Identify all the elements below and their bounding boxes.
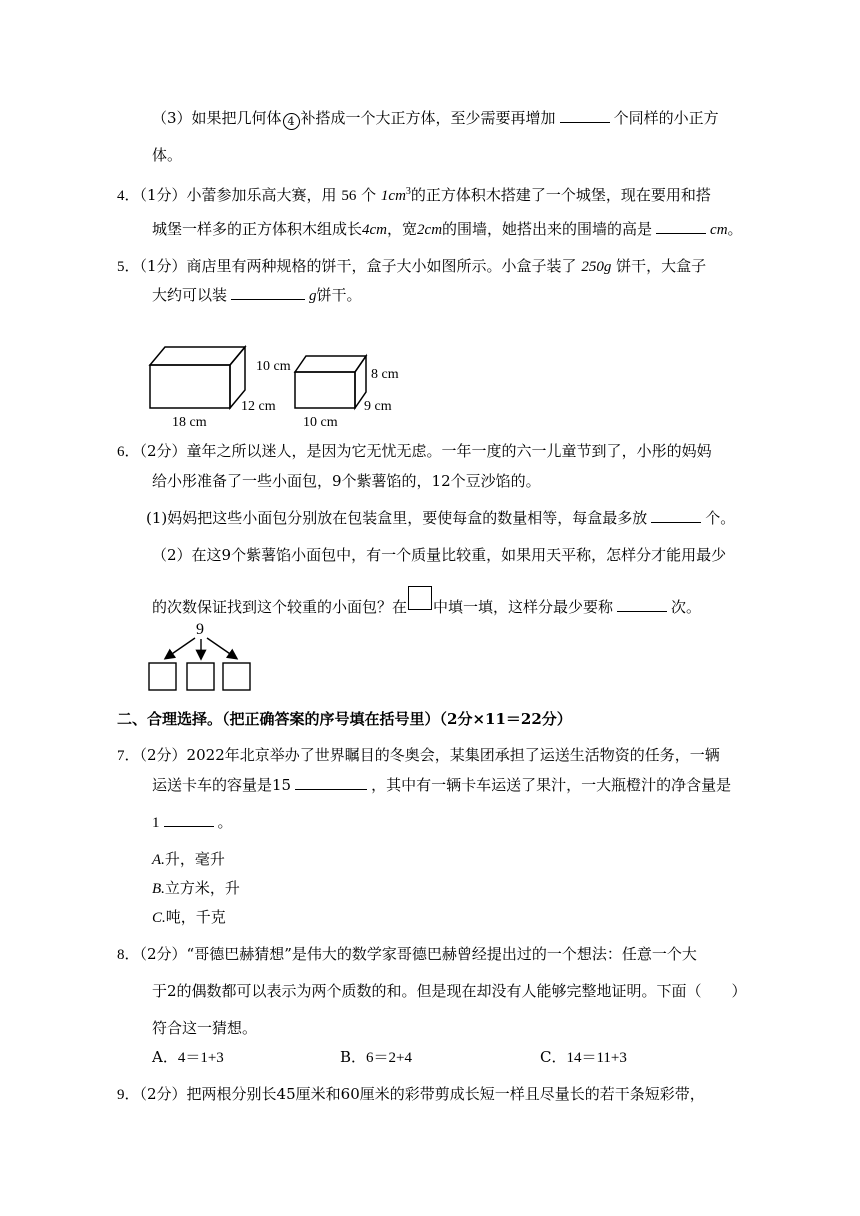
question-number: 6．	[117, 444, 140, 460]
tree-root-number: 9	[196, 621, 204, 638]
big-box-depth-label: 12 cm	[241, 399, 276, 414]
answer-blank[interactable]	[560, 108, 610, 123]
answer-blank[interactable]	[295, 775, 367, 790]
arrow-left-icon	[166, 638, 195, 658]
section-heading: 二、合理选择。（把正确答案的序号填在括号里）（2分×11＝22分）	[117, 710, 572, 728]
split-tree-diagram	[140, 618, 260, 694]
big-box-height-label: 10 cm	[256, 359, 291, 374]
q7-option-c[interactable]: C.吨，千克	[152, 908, 226, 926]
q3-sub3-line2: 体。	[152, 146, 183, 164]
q5-line1: 5．（1分）商店里有两种规格的饼干，盒子大小如图所示。小盒子装了 250g 饼干，大盒子	[117, 257, 707, 275]
answer-blank[interactable]	[231, 285, 305, 300]
fill-in-box-icon	[408, 586, 432, 610]
tree-box-1	[149, 663, 176, 690]
q8-option-c[interactable]: C．14＝11+3	[540, 1048, 627, 1066]
q6-sub2-line2: 的次数保证找到这个较重的小面包？在 中填一填，这样分最少要称 次。	[152, 586, 701, 617]
q7-line1: 7．（2分）2022年北京举办了世界瞩目的冬奥会，某集团承担了运送生活物资的任务，一辆	[117, 746, 720, 764]
q6-line1: 6．（2分）童年之所以迷人，是因为它无忧无虑。一年一度的六一儿童节到了，小彤的妈妈	[117, 442, 712, 460]
answer-blank[interactable]	[617, 597, 667, 612]
big-box-top	[150, 347, 245, 365]
question-number: 9．	[117, 1087, 140, 1103]
small-box-front	[295, 372, 355, 408]
big-box-front	[150, 365, 230, 408]
small-box-top	[295, 356, 366, 372]
answer-blank[interactable]	[164, 812, 214, 827]
q8-line3: 符合这一猜想。	[152, 1019, 258, 1037]
small-box-depth-label: 9 cm	[364, 399, 392, 414]
question-number: 4．	[117, 188, 140, 204]
q6-sub1: (1)妈妈把这些小面包分别放在包装盒里，要使每盒的数量相等，每盒最多放 个。	[146, 509, 736, 527]
q8-option-a[interactable]: A．4＝1+3	[152, 1048, 224, 1066]
question-number: 8．	[117, 947, 140, 963]
circled-number: 4	[283, 113, 300, 130]
q5-line2: 大约可以装 g饼干。	[152, 286, 362, 304]
q8-line1: 8．（2分）“哥德巴赫猜想”是伟大的数学家哥德巴赫曾经提出过的一个想法：任意一个大	[117, 945, 697, 963]
q4-line1: 4．（1分）小蕾参加乐高大赛，用 56 个 $1cm^3$的正方体积木搭建了一个城堡，现在要用和搭	[117, 186, 711, 204]
q6-line2: 给小彤准备了一些小面包，9个紫薯馅的，12个豆沙馅的。	[152, 472, 541, 490]
small-box-length-label: 10 cm	[303, 415, 338, 430]
q7-line3: 1 。	[152, 813, 233, 831]
question-number: 7．	[117, 748, 140, 764]
answer-blank[interactable]	[656, 219, 706, 234]
answer-blank[interactable]	[651, 508, 701, 523]
small-box-height-label: 8 cm	[371, 367, 399, 382]
q8-line2: 于2的偶数都可以表示为两个质数的和。但是现在却没有人能够完整地证明。下面（ ）	[152, 982, 747, 1000]
q4-line2: 城堡一样多的正方体积木组成长4cm，宽2cm的围墙，她搭出来的围墙的高是 cm。	[152, 220, 743, 238]
q3-sub3-line1: （3）如果把几何体 4 补搭成一个大正方体，至少需要再增加 个同样的小正方	[152, 109, 719, 128]
biscuit-boxes-figure	[140, 340, 420, 432]
big-box-length-label: 18 cm	[172, 415, 207, 430]
q9-line1: 9．（2分）把两根分别长45厘米和60厘米的彩带剪成长短一样且尽量长的若干条短彩带，	[117, 1085, 705, 1103]
q7-option-b[interactable]: B.立方米，升	[152, 879, 240, 897]
tree-box-2	[187, 663, 214, 690]
tree-box-3	[223, 663, 250, 690]
q6-sub2-line1: （2）在这9个紫薯馅小面包中，有一个质量比较重，如果用天平称，怎样分才能用最少	[152, 546, 727, 564]
q7-line2: 运送卡车的容量是15 ，其中有一辆卡车运送了果汁，一大瓶橙汁的净含量是	[152, 776, 732, 794]
q7-option-a[interactable]: A.升，毫升	[152, 850, 225, 868]
q8-option-b[interactable]: B．6＝2+4	[340, 1048, 412, 1066]
arrow-right-icon	[207, 638, 236, 658]
question-number: 5．	[117, 259, 140, 275]
